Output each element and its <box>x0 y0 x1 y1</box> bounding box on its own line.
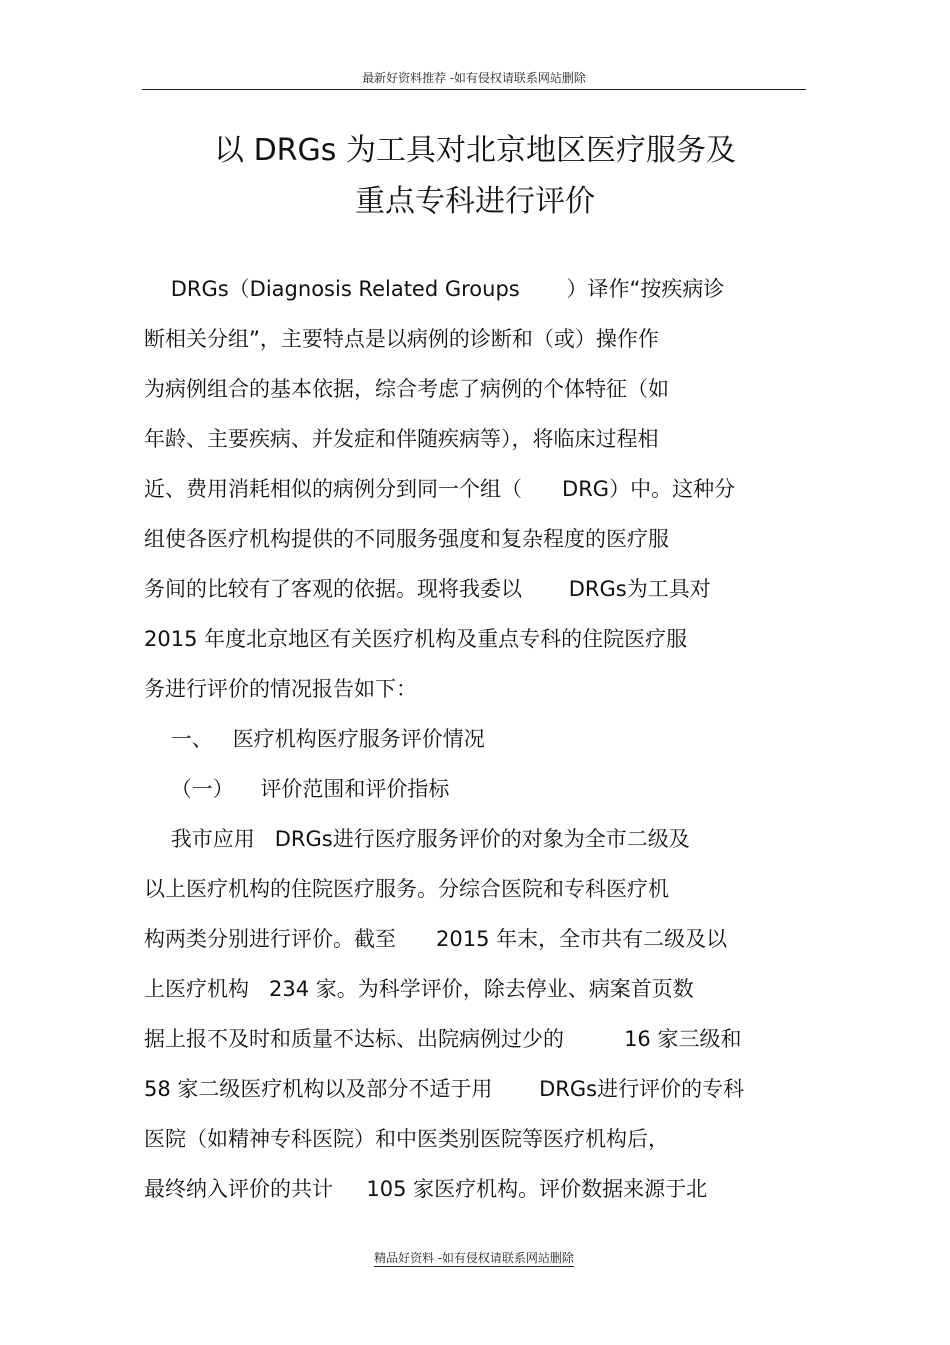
body-line: 构两类分别进行评价。截至 2015 年末，全市共有二级及以 <box>144 927 728 951</box>
body-line: 我市应用 DRGs进行医疗服务评价的对象为全市二级及 <box>144 827 690 851</box>
page-header: 最新好资料推荐 -如有侵权请联系网站删除 <box>362 71 586 85</box>
body-line: 为病例组合的基本依据，综合考虑了病例的个体特征（如 <box>144 377 669 401</box>
header-divider <box>142 89 806 90</box>
body-line: 上医疗机构 234 家。为科学评价，除去停业、病案首页数 <box>144 977 694 1001</box>
page-footer <box>142 1250 806 1266</box>
subsection-heading: （一） 评价范围和评价指标 <box>144 777 450 801</box>
body-line: 以上医疗机构的住院医疗服务。分综合医院和专科医疗机 <box>144 877 669 901</box>
footer-text: 精品好资料 -如有侵权请联系网站删除 <box>374 1251 574 1265</box>
body-line: 务间的比较有了客观的依据。现将我委以 DRGs为工具对 <box>144 577 711 601</box>
body-line: 最终纳入评价的共计 105 家医疗机构。评价数据来源于北 <box>144 1177 708 1201</box>
body-line: 组使各医疗机构提供的不同服务强度和复杂程度的医疗服 <box>144 527 669 551</box>
body-line: 医院（如精神专科医院）和中医类别医院等医疗机构后， <box>144 1127 669 1151</box>
body-line: 58 家二级医疗机构以及部分不适于用 DRGs进行评价的专科 <box>144 1077 745 1101</box>
body-line: 年龄、主要疾病、并发症和伴随疾病等），将临床过程相 <box>144 427 659 451</box>
document-title-line-1: 以 DRGs 为工具对北京地区医疗服务及 <box>214 133 736 168</box>
body-line: 断相关分组”，主要特点是以病例的诊断和（或）操作作 <box>144 327 659 351</box>
document-title-line-2: 重点专科进行评价 <box>355 184 595 219</box>
body-line: 务进行评价的情况报告如下： <box>144 677 417 701</box>
body-line: 2015 年度北京地区有关医疗机构及重点专科的住院医疗服 <box>144 627 688 651</box>
body-line: DRGs（Diagnosis Related Groups ）译作“按疾病诊 <box>144 277 725 301</box>
section-heading: 一、 医疗机构医疗服务评价情况 <box>144 727 485 751</box>
body-line: 近、费用消耗相似的病例分到同一个组（ DRG）中。这种分 <box>144 477 736 501</box>
body-line: 据上报不及时和质量不达标、出院病例过少的 16 家三级和 <box>144 1027 742 1051</box>
